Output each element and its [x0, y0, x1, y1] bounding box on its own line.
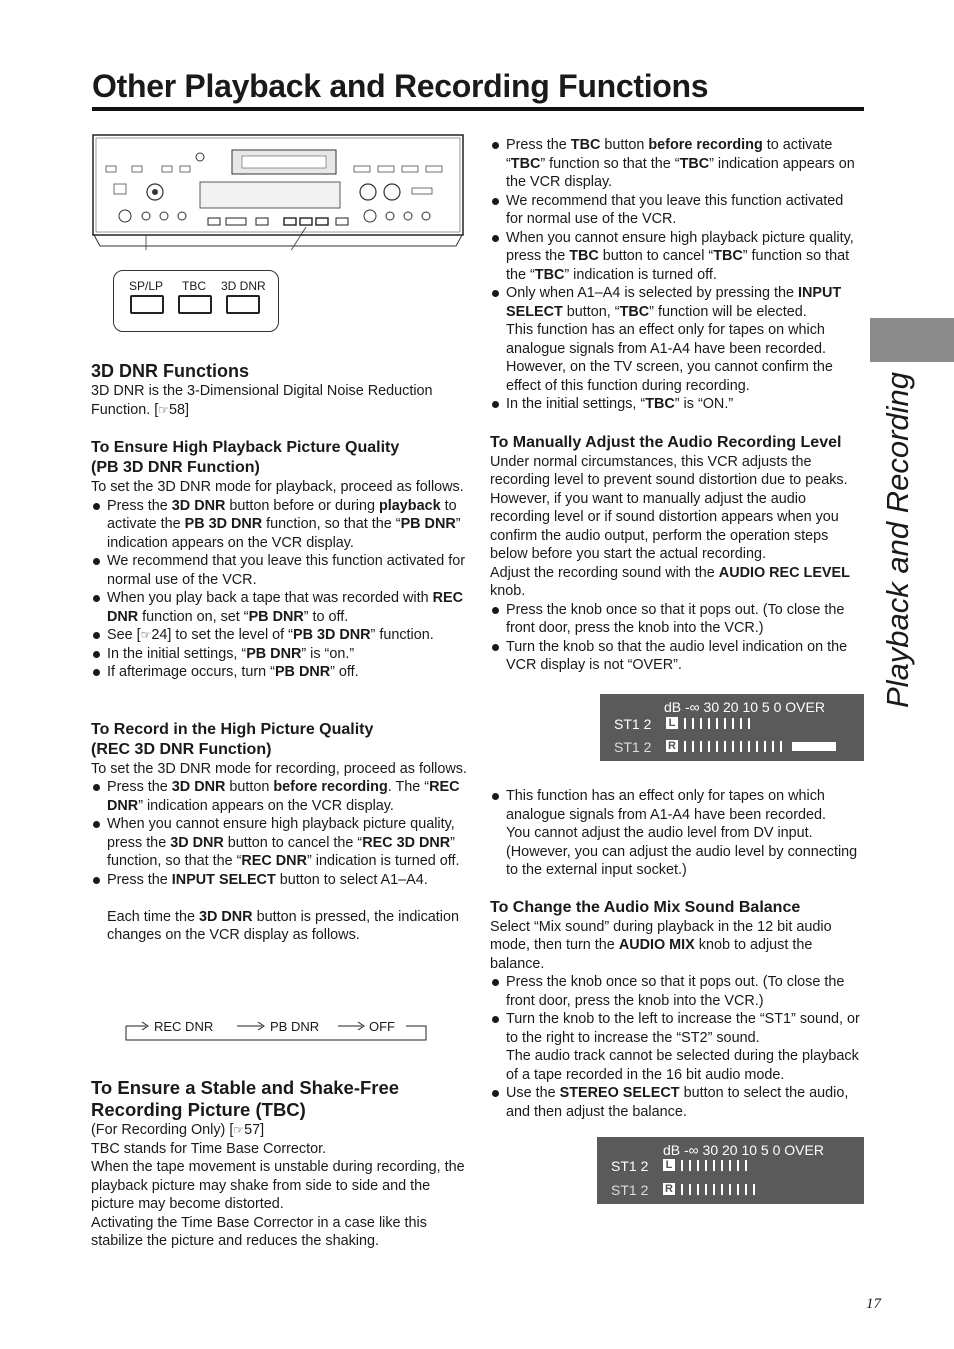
tbc-for-recording: (For Recording Only) [☞57] — [91, 1122, 265, 1138]
tbc-button-shape — [178, 295, 212, 314]
list-item: We recommend that you leave this function activated for normal use of the VCR. — [490, 192, 864, 229]
tbc-bullet-list — [490, 136, 864, 414]
audio-level-paragraph-2: Adjust the recording sound with the AUDIO REC LEVEL knob. — [490, 564, 850, 599]
dnr-heading: 3D DNR Functions — [91, 361, 250, 381]
callout-label-3d-dnr: 3D DNR — [221, 279, 266, 293]
left-channel-chip: L — [663, 1159, 675, 1171]
list-item: Press the 3D DNR button before or during playback to activate the PB 3D DNR function, so that the “PB DNR” indication appears on the VCR display. — [91, 497, 469, 553]
list-item: If afterimage occurs, turn “PB DNR” off. — [91, 663, 469, 682]
list-item: Press the 3D DNR button before recording. The “REC DNR” indication appears on the VCR display. — [91, 778, 469, 815]
list-item: This function has an effect only for tapes on which analogue signals from A1-A4 have been recorded. You cannot adjust the audio level from DV input. (However, you can adjust the audio level by connecting to the external input socket.) — [490, 787, 864, 880]
list-item: Press the knob once so that it pops out. (To close the front door, press the knob into the VCR.) — [490, 973, 864, 1010]
audio-level-bullet-list — [490, 601, 864, 675]
title-rule — [92, 107, 864, 111]
tbc-section — [91, 1077, 469, 1251]
list-item: When you cannot ensure high playback picture quality, press the 3D DNR button to cancel the “REC 3D DNR” function, so that the “REC DNR” indication is turned off. — [91, 815, 469, 871]
cycle-state-pb-dnr: PB DNR — [270, 1019, 320, 1034]
right-channel-level-bars — [681, 1184, 761, 1195]
tbc-paragraph-2: When the tape movement is unstable during recording, the playback picture may shake from side to side and the picture may become distorted. — [91, 1159, 465, 1212]
cycle-state-rec-dnr: REC DNR — [154, 1019, 214, 1034]
audio-level-meter-display — [600, 694, 864, 761]
list-item: Press the TBC button before recording to activate “TBC” function so that the “TBC” indication appears on the VCR display. — [490, 136, 864, 192]
right-column-bottom — [490, 787, 864, 1121]
audio-mix-meter-display — [597, 1137, 864, 1204]
button-callout — [113, 270, 279, 332]
page-title: Other Playback and Recording Functions — [92, 68, 709, 104]
3d-dnr-button-shape — [226, 295, 260, 314]
mix-heading: To Change the Audio Mix Sound Balance — [490, 898, 801, 916]
tbc-paragraph-1: TBC stands for Time Base Corrector. — [91, 1140, 327, 1157]
rec-heading: To Record in the High Picture Quality (REC 3D DNR Function) — [91, 720, 374, 758]
list-item: Press the INPUT SELECT button to select A1–A4. — [91, 871, 469, 890]
list-item: We recommend that you leave this function activated for normal use of the VCR. — [91, 552, 469, 589]
list-item: Use the STEREO SELECT button to select the audio, and then adjust the balance. — [490, 1084, 864, 1121]
reference-hand-icon: ☞ — [233, 1123, 245, 1137]
meter-row-label-left: ST1 2 — [611, 1158, 649, 1174]
right-channel-level-bars — [684, 741, 788, 752]
vcr-front-panel-illustration — [92, 134, 464, 250]
over-indicator-bar — [792, 742, 836, 751]
list-item: Only when A1–A4 is selected by pressing the INPUT SELECT button, “TBC” function will be elected. — [490, 284, 864, 321]
right-column-top — [490, 136, 864, 675]
cycle-state-off: OFF — [369, 1019, 395, 1034]
meter-row-label-left: ST1 2 — [614, 716, 652, 732]
callout-label-tbc: TBC — [182, 279, 206, 293]
list-item: See [☞24] to set the level of “PB 3D DNR” function. — [91, 626, 469, 645]
meter-row-label-right: ST1 2 — [614, 739, 652, 755]
right-channel-chip: R — [663, 1183, 675, 1195]
reference-hand-icon: ☞ — [158, 402, 169, 417]
list-item-continuation: The audio track cannot be selected during the playback of a tape recorded in the 16 bit audio mode. — [506, 1048, 859, 1083]
list-item-continuation: Each time the 3D DNR button is pressed, the indication changes on the VCR display as follows. — [107, 908, 459, 943]
meter-scale: dB -∞ 30 20 10 5 0 OVER — [664, 699, 825, 715]
left-channel-level-bars — [681, 1160, 753, 1171]
sp-lp-button-shape — [130, 295, 164, 314]
left-channel-chip: L — [666, 717, 678, 729]
list-item: Turn the knob to the left to increase the “ST1” sound, or to the right to increase the “ST2” sound. — [490, 1010, 864, 1047]
list-item: In the initial settings, “TBC” is “ON.” — [490, 395, 864, 414]
audio-level-heading: To Manually Adjust the Audio Recording Level — [490, 433, 842, 451]
section-tab-marker — [870, 318, 954, 362]
list-item-continuation: This function has an effect only for tapes on which analogue signals from A1-A4 have been recorded. However, on the TV screen, you cannot confirm the effect of this function during recording. — [506, 322, 833, 394]
rec-intro: To set the 3D DNR mode for recording, proceed as follows. — [91, 760, 467, 777]
rec-bullet-list — [91, 778, 469, 945]
meter-scale: dB -∞ 30 20 10 5 0 OVER — [663, 1142, 824, 1158]
right-channel-chip: R — [666, 740, 678, 752]
left-column — [91, 360, 469, 945]
tbc-paragraph-3: Activating the Time Base Corrector in a case like this stabilize the picture and reduces the shaking. — [91, 1214, 427, 1249]
dnr-intro: 3D DNR is the 3-Dimensional Digital Noise Reduction Function. [☞58] — [91, 383, 433, 418]
section-side-label: Playback and Recording — [880, 371, 915, 708]
pb-intro: To set the 3D DNR mode for playback, proceed as follows. — [91, 479, 464, 495]
audio-level-paragraph-1: Under normal circumstances, this VCR adjusts the recording level to prevent sound distortion due to peaks. However, if you want to manually adjust the audio recording level or if sound distortion appears when you confirm the audio output, perform the operation steps below before you start the actual recording. — [490, 453, 848, 562]
pb-heading: To Ensure High Playback Picture Quality (PB 3D DNR Function) — [91, 439, 400, 476]
mix-bullet-list — [490, 973, 864, 1121]
dv-note-list — [490, 787, 864, 880]
list-item: Turn the knob so that the audio level indication on the VCR display is not “OVER”. — [490, 638, 864, 675]
left-channel-level-bars — [684, 718, 756, 729]
list-item: Press the knob once so that it pops out. (To close the front door, press the knob into the VCR.) — [490, 601, 864, 638]
meter-row-label-right: ST1 2 — [611, 1182, 649, 1198]
list-item: When you play back a tape that was recorded with REC DNR function on, set “PB DNR” to off. — [91, 589, 469, 626]
list-item: In the initial settings, “PB DNR” is “on.” — [91, 645, 469, 664]
callout-label-sp-lp: SP/LP — [129, 279, 164, 293]
list-item: When you cannot ensure high playback picture quality, press the TBC button to cancel “TBC” function so that the “TBC” indication is turned off. — [490, 229, 864, 285]
mix-paragraph: Select “Mix sound” during playback in the 12 bit audio mode, then turn the AUDIO MIX knob to adjust the balance. — [490, 918, 832, 972]
pb-bullet-list — [91, 497, 469, 682]
tbc-heading: To Ensure a Stable and Shake-Free Recording Picture (TBC) — [91, 1077, 400, 1120]
page-number: 17 — [866, 1296, 881, 1312]
